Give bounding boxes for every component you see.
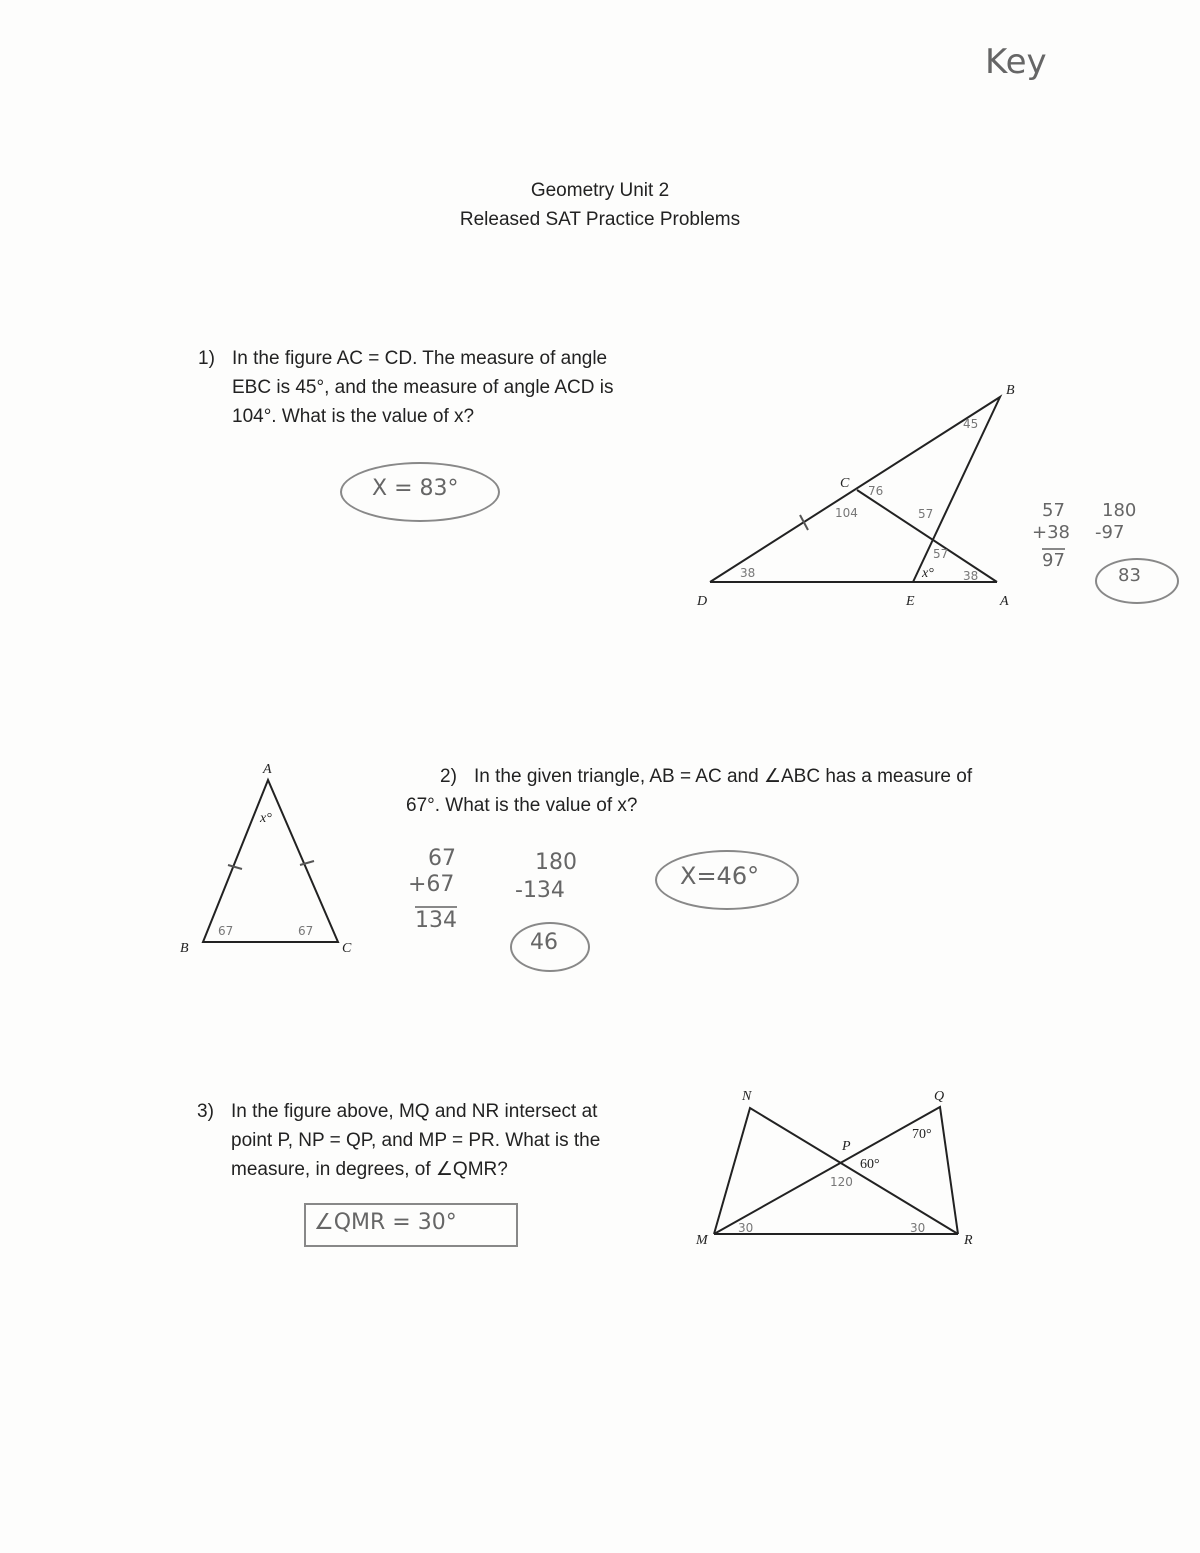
label-A: A: [1000, 594, 1009, 609]
problem-2-answer: X=46°: [680, 862, 760, 890]
page-title: Geometry Unit 2: [530, 180, 670, 201]
figure-1: [710, 397, 1000, 582]
label-R: R: [964, 1233, 973, 1248]
problem-3-answer: ∠QMR = 30°: [314, 1210, 457, 1235]
mark: 76: [868, 484, 884, 498]
figure-2: [203, 780, 338, 942]
problem-1-number: 1): [198, 348, 215, 369]
work: +67: [408, 872, 455, 897]
work: -134: [515, 878, 565, 903]
label-C: C: [840, 476, 850, 491]
label-C: C: [342, 941, 352, 956]
mark: 38: [740, 566, 756, 580]
page-subtitle: Released SAT Practice Problems: [459, 209, 741, 230]
mark: 30: [738, 1221, 754, 1235]
work: 46: [530, 930, 558, 955]
mark: 57: [933, 547, 949, 561]
mark: 104: [835, 506, 858, 520]
problem-3-number: 3): [197, 1101, 214, 1122]
problem-1-text-line1: In the figure AC = CD. The measure of angle: [232, 348, 608, 369]
angle-x: x°: [922, 566, 934, 581]
problem-3-text-line3: measure, in degrees, of ∠QMR?: [231, 1159, 508, 1180]
mark: 30: [910, 1221, 926, 1235]
problem-3-text-line1: In the figure above, MQ and NR intersect at: [231, 1101, 598, 1122]
label-D: D: [697, 594, 708, 609]
problem-2-text-line1: In the given triangle, AB = AC and ∠ABC has a measure of: [474, 766, 973, 787]
work: -97: [1095, 522, 1125, 543]
work: 180: [1102, 500, 1137, 521]
problem-1-text-line3: 104°. What is the value of x?: [232, 406, 475, 427]
work: 57: [1042, 500, 1065, 521]
key-mark: Key: [985, 42, 1047, 82]
work: 180: [535, 850, 577, 875]
mark: 67: [298, 924, 314, 938]
label-A: A: [263, 762, 272, 777]
mark: 57: [918, 507, 934, 521]
mark: 120: [830, 1175, 853, 1189]
mark: 38: [963, 569, 979, 583]
label-B: B: [1006, 383, 1015, 398]
mark: 67: [218, 924, 234, 938]
problem-2-text-line2: 67°. What is the value of x?: [406, 795, 638, 816]
work: 83: [1118, 565, 1141, 586]
work: 67: [428, 846, 456, 871]
problem-1-answer: X = 83°: [372, 476, 459, 501]
work: 97: [1042, 550, 1065, 571]
work: +38: [1032, 522, 1070, 543]
label-N: N: [742, 1089, 752, 1104]
work: 134: [415, 908, 457, 933]
label-B: B: [180, 941, 189, 956]
label-Q: Q: [934, 1089, 945, 1104]
problem-3-text-line2: point P, NP = QP, and MP = PR. What is the: [231, 1130, 601, 1151]
angle-70: 70°: [912, 1127, 932, 1142]
label-E: E: [906, 594, 915, 609]
label-P: P: [842, 1139, 851, 1154]
problem-1-text-line2: EBC is 45°, and the measure of angle ACD is: [232, 377, 614, 398]
problem-2-number: 2): [440, 766, 457, 787]
mark: 45: [963, 417, 979, 431]
angle-60: 60°: [860, 1157, 880, 1172]
angle-x: x°: [260, 811, 272, 826]
label-M: M: [696, 1233, 708, 1248]
